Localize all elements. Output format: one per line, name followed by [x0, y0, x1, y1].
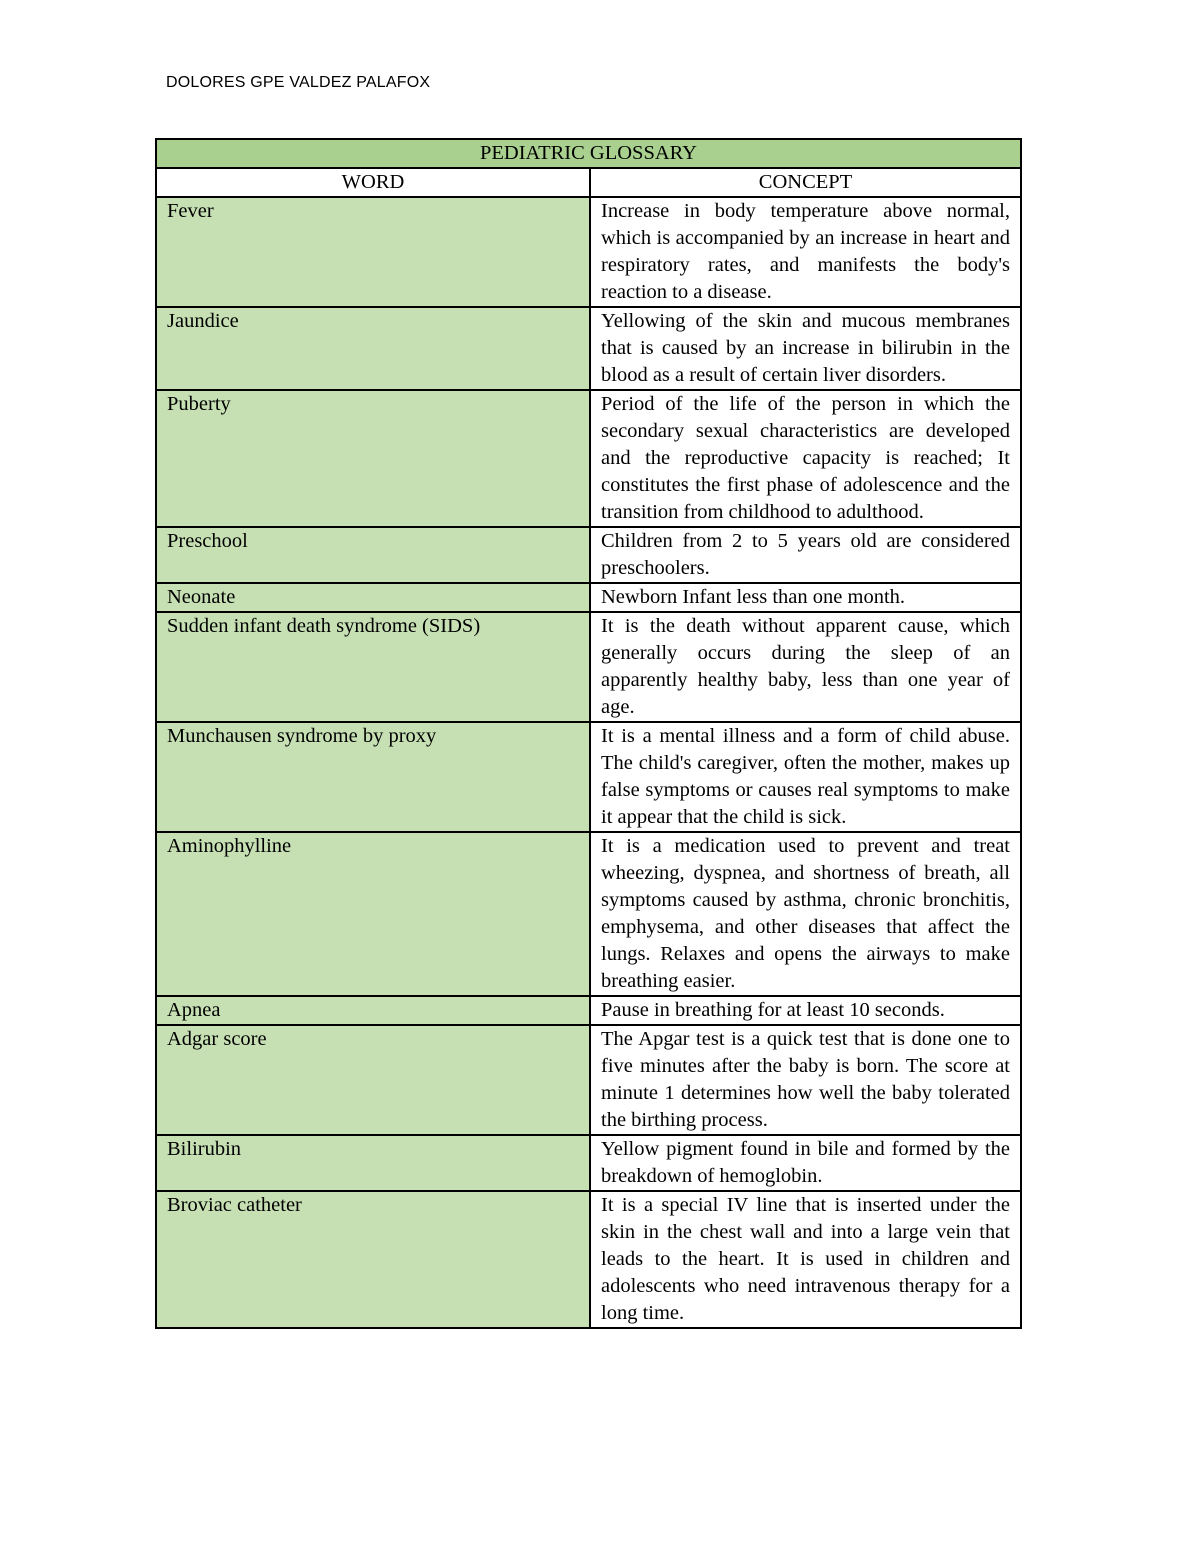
table-title-row	[156, 139, 1021, 168]
concept-cell: It is a special IV line that is inserted under the skin in the chest wall and into a large vein that leads to the heart. It is used in children and adolescents who need intravenous therapy for a long time.	[590, 1191, 1021, 1328]
table-row	[156, 307, 1021, 390]
table-row	[156, 832, 1021, 996]
word-cell: Bilirubin	[156, 1135, 590, 1191]
table-row	[156, 583, 1021, 612]
word-cell: Adgar score	[156, 1025, 590, 1135]
table-row	[156, 612, 1021, 722]
word-cell: Broviac catheter	[156, 1191, 590, 1328]
table-row	[156, 1135, 1021, 1191]
word-cell: Jaundice	[156, 307, 590, 390]
word-cell: Apnea	[156, 996, 590, 1025]
table-row	[156, 390, 1021, 527]
table-row	[156, 527, 1021, 583]
word-cell: Sudden infant death syndrome (SIDS)	[156, 612, 590, 722]
table-row	[156, 1191, 1021, 1328]
concept-cell: Pause in breathing for at least 10 seconds.	[590, 996, 1021, 1025]
table-title: PEDIATRIC GLOSSARY	[156, 139, 1021, 168]
concept-cell: Period of the life of the person in which the secondary sexual characteristics are developed and the reproductive capacity is reached; It constitutes the first phase of adolescence and the transition from childhood to adulthood.	[590, 390, 1021, 527]
concept-cell: Increase in body temperature above normal, which is accompanied by an increase in heart and respiratory rates, and manifests the body's reaction to a disease.	[590, 197, 1021, 307]
concept-cell: Yellow pigment found in bile and formed by the breakdown of hemoglobin.	[590, 1135, 1021, 1191]
word-cell: Aminophylline	[156, 832, 590, 996]
concept-cell: It is the death without apparent cause, which generally occurs during the sleep of an apparently healthy baby, less than one year of age.	[590, 612, 1021, 722]
table-row	[156, 722, 1021, 832]
word-cell: Munchausen syndrome by proxy	[156, 722, 590, 832]
concept-cell: It is a mental illness and a form of child abuse. The child's caregiver, often the mother, makes up false symptoms or causes real symptoms to make it appear that the child is sick.	[590, 722, 1021, 832]
word-cell: Puberty	[156, 390, 590, 527]
table-row	[156, 197, 1021, 307]
concept-cell: Newborn Infant less than one month.	[590, 583, 1021, 612]
word-cell: Preschool	[156, 527, 590, 583]
table-row	[156, 996, 1021, 1025]
concept-cell: The Apgar test is a quick test that is done one to five minutes after the baby is born. The score at minute 1 determines how well the baby tolerated the birthing process.	[590, 1025, 1021, 1135]
concept-cell: Children from 2 to 5 years old are considered preschoolers.	[590, 527, 1021, 583]
table-row	[156, 1025, 1021, 1135]
word-column-header: WORD	[156, 168, 590, 197]
word-cell: Fever	[156, 197, 590, 307]
concept-cell: Yellowing of the skin and mucous membranes that is caused by an increase in bilirubin in the blood as a result of certain liver disorders.	[590, 307, 1021, 390]
glossary-table	[155, 138, 1022, 1329]
concept-cell: It is a medication used to prevent and treat wheezing, dyspnea, and shortness of breath, all symptoms caused by asthma, chronic bronchitis, emphysema, and other diseases that affect the lungs. Relaxes and opens the airways to make breathing easier.	[590, 832, 1021, 996]
table-header-row	[156, 168, 1021, 197]
word-cell: Neonate	[156, 583, 590, 612]
author-name: DOLORES GPE VALDEZ PALAFOX	[166, 74, 431, 91]
concept-column-header: CONCEPT	[590, 168, 1021, 197]
